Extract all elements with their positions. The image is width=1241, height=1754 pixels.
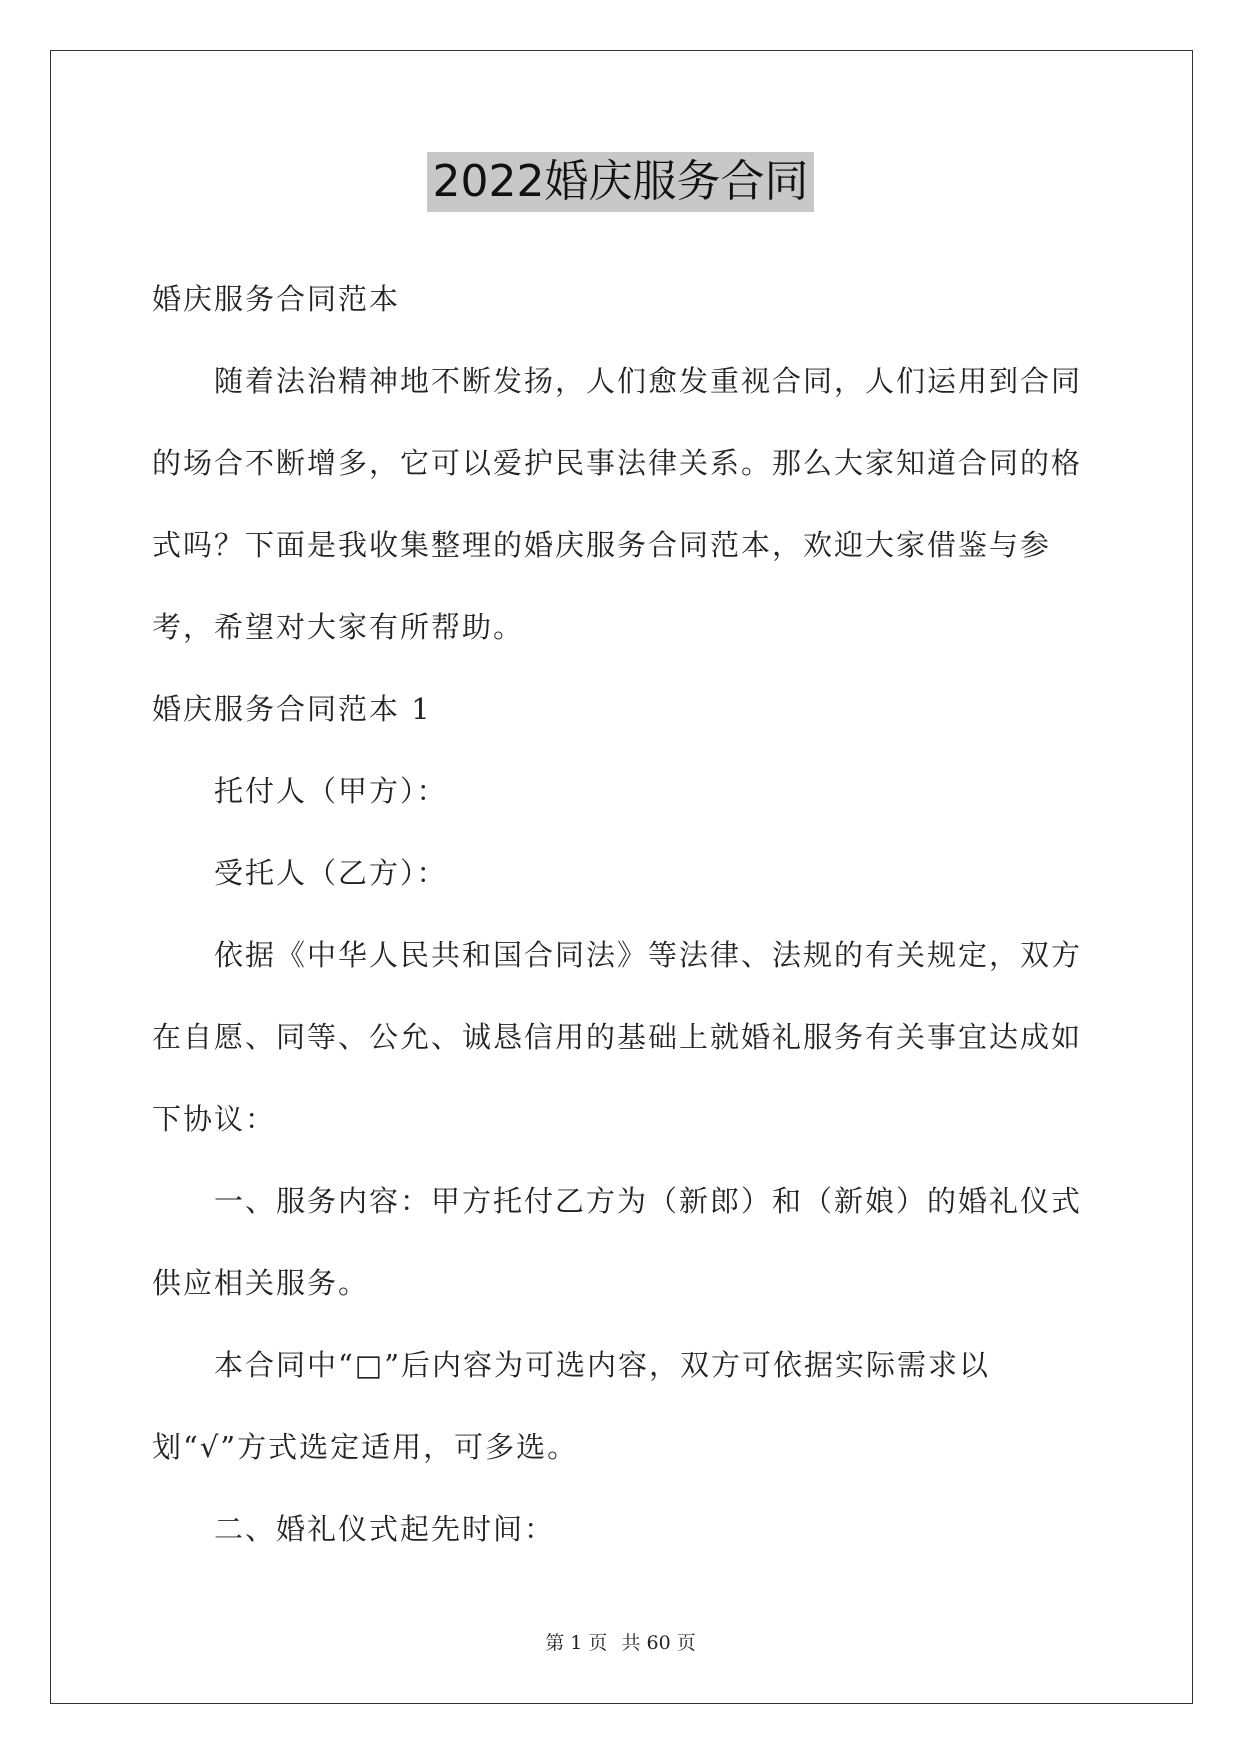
document-title-container bbox=[0, 152, 1241, 212]
page-footer bbox=[0, 1628, 1241, 1655]
page-number: 第 1 页 bbox=[545, 1632, 608, 1654]
paragraph: 一、服务内容：甲方托付乙方为（新郎）和（新娘）的婚礼仪式供应相关服务。 bbox=[152, 1184, 1083, 1300]
paragraph: 依据《中华人民共和国合同法》等法律、法规的有关规定，双方在自愿、同等、公允、诚恳信用的基础上就婚礼服务有关事宜达成如下协议： bbox=[152, 938, 1083, 1136]
paragraph: 本合同中“□”后内容为可选内容，双方可依据实际需求以划“√”方式选定适用，可多选。 bbox=[152, 1348, 991, 1464]
document-body bbox=[152, 258, 1092, 1570]
paragraph: 随着法治精神地不断发扬，人们愈发重视合同，人们运用到合同的场合不断增多，它可以爱护民事法律关系。那么大家知道合同的格式吗？下面是我收集整理的婚庆服务合同范本，欢迎大家借鉴与参考，希望对大家有所帮助。 bbox=[152, 364, 1083, 644]
document-title: 2022婚庆服务合同 bbox=[427, 152, 815, 212]
paragraph: 婚庆服务合同范本 1 bbox=[152, 692, 432, 726]
paragraph: 二、婚礼仪式起先时间： bbox=[214, 1512, 556, 1546]
paragraph: 婚庆服务合同范本 bbox=[152, 282, 401, 316]
total-pages: 共 60 页 bbox=[621, 1632, 696, 1654]
paragraph: 受托人（乙方）： bbox=[214, 856, 448, 890]
paragraph: 托付人（甲方）： bbox=[214, 774, 448, 808]
